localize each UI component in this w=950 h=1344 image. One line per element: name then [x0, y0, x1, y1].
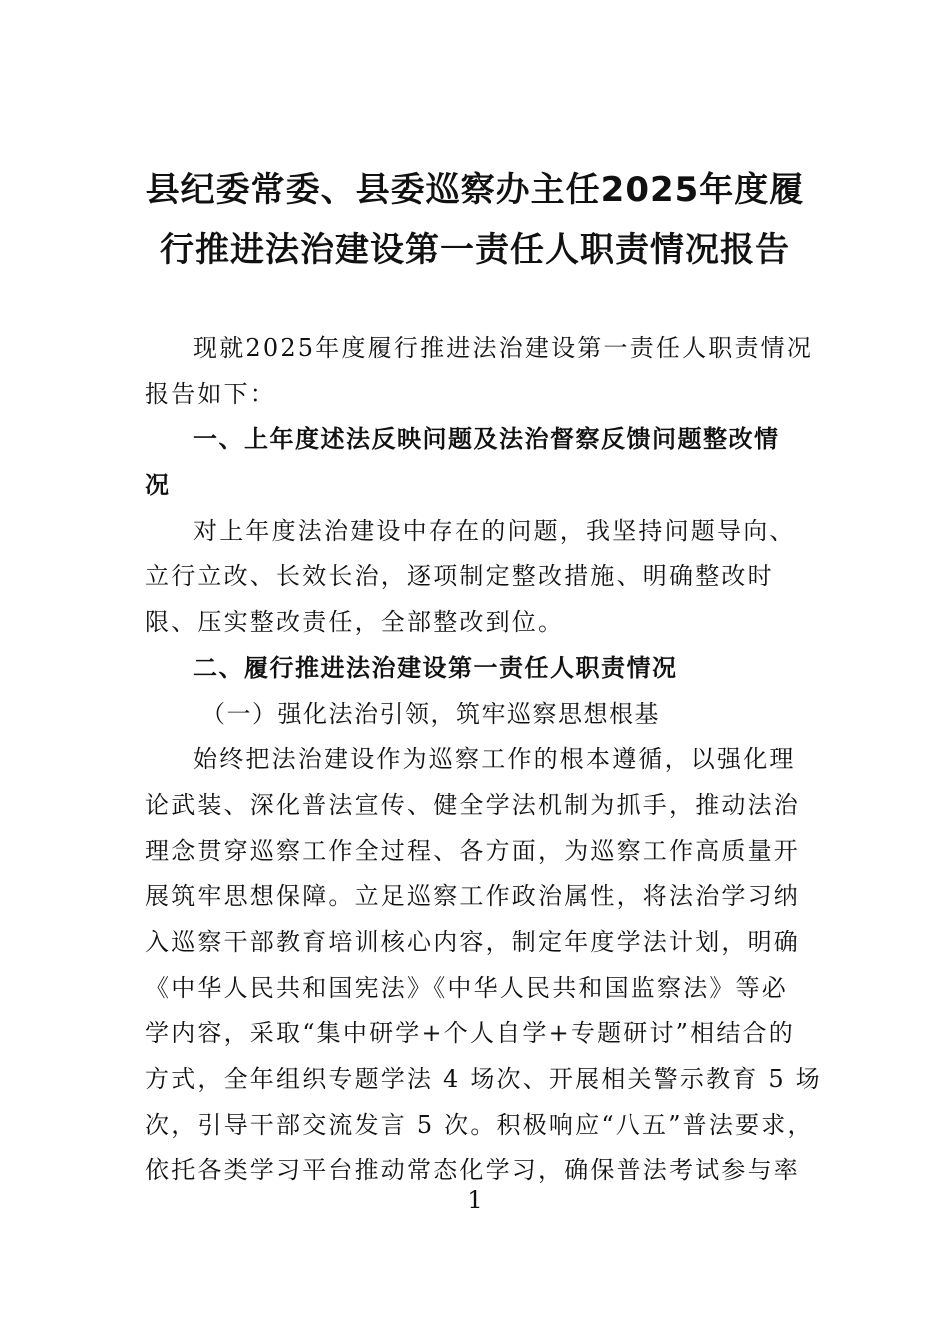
subsection1-heading: （一）强化法治引领，筑牢巡察思想根基	[201, 699, 660, 728]
section1-heading-line: 一、上年度述法反映问题及法治督察反馈问题整改情	[193, 425, 780, 454]
document-title	[120, 160, 830, 280]
subsection1-body-line: 入巡察干部教育培训核心内容，制定年度学法计划，明确	[145, 927, 800, 956]
subsection1-body-line: 始终把法治建设作为巡察工作的根本遵循，以强化理	[193, 745, 796, 774]
subsection1-body-line: 《中华人民共和国宪法》《中华人民共和国监察法》等必	[145, 973, 788, 1002]
section1-body-line: 对上年度法治建设中存在的问题，我坚持问题导向、	[193, 516, 796, 545]
subsection1-body-line: 论武装、深化普法宣传、健全学法机制为抓手，推动法治	[145, 790, 800, 819]
title-line: 县纪委常委、县委巡察办主任2025年度履	[145, 170, 805, 210]
intro-line: 现就2025年度履行推进法治建设第一责任人职责情况	[193, 334, 814, 362]
section1-heading-line: 况	[145, 471, 171, 500]
section1-body-line: 限、压实整改责任，全部整改到位。	[145, 608, 565, 637]
section1-body-line: 立行立改、长效长治，逐项制定整改措施、明确整改时	[145, 562, 774, 591]
section2-heading: 二、履行推进法治建设第一责任人职责情况	[193, 653, 678, 682]
intro-line: 报告如下：	[145, 379, 276, 408]
subsection1-body-line: 展筑牢思想保障。立足巡察工作政治属性，将法治学习纳	[145, 882, 800, 911]
subsection1-body-line: 学内容，采取“集中研学+个人自学+专题研讨”相结合的	[145, 1019, 795, 1048]
title-line: 行推进法治建设第一责任人职责情况报告	[160, 230, 790, 270]
page-number: 1	[467, 1186, 483, 1214]
subsection1-body-line: 依托各类学习平台推动常态化学习，确保普法考试参与率	[145, 1156, 800, 1185]
subsection1-body-line: 理念贯穿巡察工作全过程、各方面，为巡察工作高质量开	[145, 836, 800, 865]
document-body	[145, 326, 822, 1194]
subsection1-body-line: 次，引导干部交流发言 5 次。积极响应“八五”普法要求，	[145, 1110, 814, 1139]
subsection1-body-line: 方式，全年组织专题学法 4 场次、开展相关警示教育 5 场	[145, 1065, 822, 1093]
